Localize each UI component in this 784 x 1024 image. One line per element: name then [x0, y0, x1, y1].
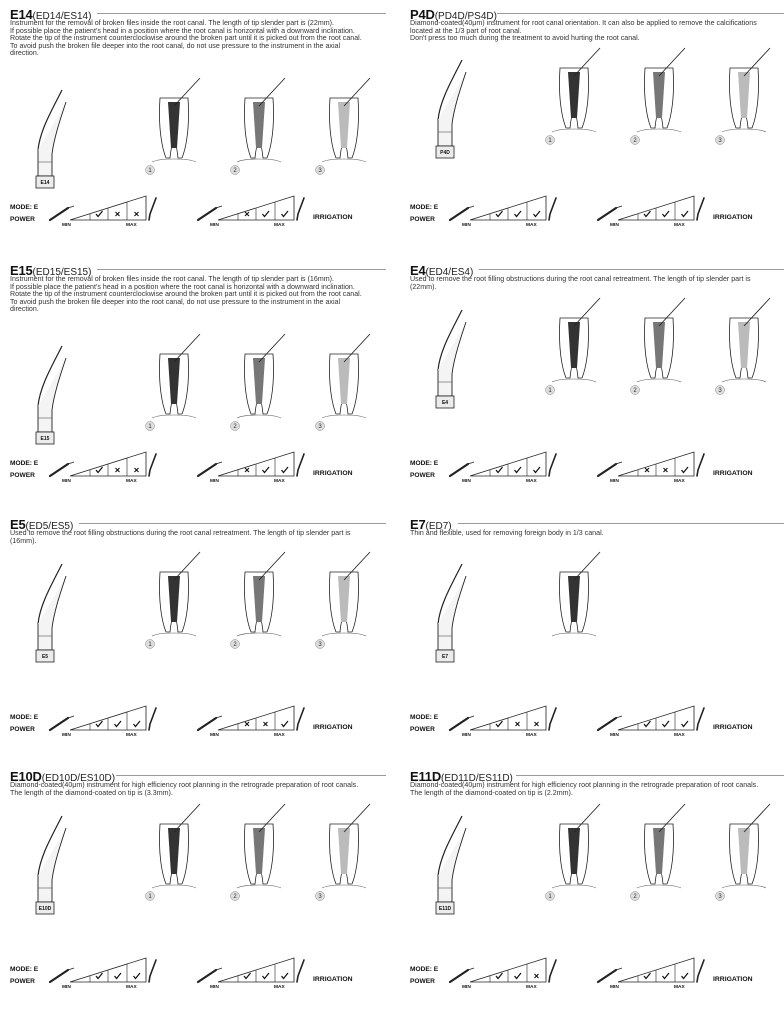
mode-power-labels: [10, 712, 38, 736]
instrument-description: [10, 530, 366, 545]
step-number: 1: [548, 388, 552, 395]
procedure-step-2: [231, 804, 286, 901]
min-label: MIN: [210, 479, 219, 484]
instrument-section-e10d: [10, 768, 386, 1020]
power-settings: [450, 704, 750, 744]
instrument-section-e15: [10, 262, 386, 514]
instrument-variants: (ED4/ES4): [425, 267, 474, 278]
handpiece-icon: [697, 960, 704, 982]
instrument-tip-illustration: [436, 816, 466, 914]
procedure-step-1: [546, 804, 601, 901]
tip-label: E5: [41, 654, 49, 660]
instrument-code: E5: [10, 517, 26, 532]
heading-divider: [97, 13, 386, 14]
power-settings: [50, 450, 350, 490]
procedure-illustrations: [146, 78, 371, 175]
instrument-tip-illustration: [36, 564, 66, 662]
instrument-description: [10, 782, 366, 797]
irrigation-label: IRRIGATION: [313, 214, 353, 221]
procedure-step-1: [146, 78, 201, 175]
procedure-step-1: [546, 298, 601, 395]
step-number: 2: [233, 168, 237, 175]
power-settings: [50, 956, 350, 996]
procedure-figure: [470, 552, 770, 652]
step-number: 3: [718, 388, 722, 395]
procedure-illustrations: [546, 48, 771, 145]
power-gauge-left: [50, 706, 156, 738]
step-number: 3: [318, 424, 322, 431]
max-label: MAX: [126, 985, 137, 990]
step-number: 1: [548, 138, 552, 145]
min-label: MIN: [62, 223, 71, 228]
power-settings: [450, 956, 750, 996]
tip-label: E11D: [438, 906, 452, 912]
mode-label: MODE: E: [10, 714, 39, 721]
irrigation-label: IRRIGATION: [313, 976, 353, 983]
max-label: MAX: [674, 479, 685, 484]
procedure-step-2: [631, 804, 686, 901]
step-number: 3: [718, 894, 722, 901]
irrigation-label: IRRIGATION: [313, 470, 353, 477]
instrument-tip-illustration: [36, 90, 66, 188]
step-number: 1: [148, 168, 152, 175]
description-line: Instrument for the removal of broken files inside the root canal. The length of tip slender part is (22mm).: [10, 19, 334, 27]
handpiece-icon: [149, 198, 156, 220]
power-settings: [450, 450, 750, 490]
procedure-step-1: [552, 552, 600, 636]
instrument-tip-figure: [32, 806, 72, 916]
mode-label: MODE: E: [410, 966, 439, 973]
max-label: MAX: [674, 733, 685, 738]
min-label: MIN: [210, 985, 219, 990]
procedure-step-3: [316, 78, 371, 175]
description-line: Diamond-coated(40μm) instrument for high efficiency root planning in the retrograde preparation of root canals. The length of the diamond-coated on tip is (2.2mm).: [410, 781, 759, 797]
instrument-section-p4d: [410, 6, 784, 258]
handpiece-icon: [297, 198, 304, 220]
procedure-step-3: [316, 334, 371, 431]
description-line: Used to remove the root filling obstructions during the root canal retreatment. The length of tip slender part is (22mm).: [410, 275, 751, 291]
step-number: 2: [233, 642, 237, 649]
instrument-tip-illustration: [436, 564, 466, 662]
power-gauge-left: [450, 452, 556, 484]
instrument-variants: (PD4D/PS4D): [434, 11, 497, 22]
procedure-step-1: [546, 48, 601, 145]
handpiece-icon: [697, 708, 704, 730]
mode-power-labels: [10, 202, 38, 226]
step-number: 3: [718, 138, 722, 145]
heading-divider: [458, 523, 784, 524]
instrument-code: E7: [410, 517, 426, 532]
tip-label: E14: [40, 180, 50, 186]
procedure-step-2: [231, 334, 286, 431]
description-line: Thin and flexible, used for removing foreign body in 1/3 canal.: [410, 529, 604, 537]
heading-divider: [497, 13, 784, 14]
min-label: MIN: [610, 223, 619, 228]
max-label: MAX: [274, 985, 285, 990]
handpiece-icon: [697, 454, 704, 476]
min-label: MIN: [210, 733, 219, 738]
power-gauge-right: [598, 706, 704, 738]
description-line: To avoid push the broken file deeper into the root canal, do not use pressure to the instrument in the axial direction.: [10, 41, 341, 58]
irrigation-label: IRRIGATION: [713, 976, 753, 983]
step-number: 2: [633, 388, 637, 395]
power-gauge-left: [50, 196, 156, 228]
procedure-step-3: [716, 298, 771, 395]
procedure-step-1: [146, 334, 201, 431]
power-gauge-right: [198, 706, 304, 738]
procedure-figure: [470, 48, 770, 148]
instrument-description: [410, 782, 766, 797]
power-label: POWER: [10, 216, 35, 223]
description-line: If possible place the patient's head in a position where the root canal is horizontal with a downward inclination. Rotate the tip of the instrument counterclockwise around the broken part until it is picked out from the root canal.: [10, 282, 362, 299]
procedure-step-1: [146, 552, 201, 649]
handpiece-icon: [549, 454, 556, 476]
instrument-code: E11D: [410, 769, 442, 784]
handpiece-icon: [149, 454, 156, 476]
mode-label: MODE: E: [410, 460, 439, 467]
procedure-illustrations: [546, 804, 771, 901]
instrument-description: [410, 20, 766, 43]
instrument-tip-figure: [432, 554, 472, 664]
instrument-variants: (ED14/ES14): [32, 11, 92, 22]
handpiece-icon: [697, 198, 704, 220]
max-label: MAX: [274, 733, 285, 738]
min-label: MIN: [62, 733, 71, 738]
procedure-illustrations: [146, 552, 371, 649]
mode-power-labels: [10, 964, 38, 988]
min-label: MIN: [210, 223, 219, 228]
mode-label: MODE: E: [10, 204, 39, 211]
instrument-tip-figure: [432, 50, 472, 160]
min-label: MIN: [610, 985, 619, 990]
procedure-step-3: [316, 552, 371, 649]
instrument-section-e11d: [410, 768, 784, 1020]
power-label: POWER: [410, 726, 435, 733]
instrument-tip-figure: [32, 554, 72, 664]
power-label: POWER: [410, 978, 435, 985]
handpiece-icon: [297, 454, 304, 476]
power-gauge-right: [598, 196, 704, 228]
description-line: Don't press too much during the treatment to avoid hurting the root canal.: [410, 34, 640, 43]
power-settings: [450, 194, 750, 234]
max-label: MAX: [126, 479, 137, 484]
instrument-tip-figure: [32, 336, 72, 446]
power-gauge-left: [450, 706, 556, 738]
power-label: POWER: [10, 978, 35, 985]
procedure-step-2: [631, 48, 686, 145]
power-gauge-left: [450, 196, 556, 228]
max-label: MAX: [526, 985, 537, 990]
irrigation-label: IRRIGATION: [713, 470, 753, 477]
procedure-figure: [470, 804, 770, 904]
min-label: MIN: [462, 479, 471, 484]
mode-label: MODE: E: [10, 460, 39, 467]
tip-label: P4D: [440, 150, 450, 156]
power-gauge-left: [50, 452, 156, 484]
procedure-figure: [70, 78, 370, 178]
mode-power-labels: [10, 458, 38, 482]
min-label: MIN: [610, 733, 619, 738]
description-line: Used to remove the root filling obstructions during the root canal retreatment. The length of tip slender part is (16mm).: [10, 529, 351, 545]
instrument-tip-illustration: [36, 816, 66, 914]
instrument-variants: (ED11D/ES11D): [441, 773, 513, 784]
instrument-tip-illustration: [436, 60, 466, 158]
min-label: MIN: [462, 985, 471, 990]
procedure-illustrations: [546, 298, 771, 395]
procedure-step-2: [231, 78, 286, 175]
power-gauge-right: [198, 958, 304, 990]
tip-label: E4: [441, 400, 449, 406]
power-settings: [50, 704, 350, 744]
description-line: To avoid push the broken file deeper into the root canal, do not use pressure to the instrument in the axial direction.: [10, 297, 341, 314]
instrument-variants: (ED15/ES15): [32, 267, 92, 278]
max-label: MAX: [674, 223, 685, 228]
procedure-illustrations: [552, 552, 600, 636]
procedure-figure: [70, 804, 370, 904]
handpiece-icon: [297, 708, 304, 730]
mode-power-labels: [410, 964, 438, 988]
procedure-figure: [70, 552, 370, 652]
max-label: MAX: [274, 223, 285, 228]
power-gauge-left: [50, 958, 156, 990]
procedure-step-3: [716, 804, 771, 901]
tip-label: E10D: [38, 906, 52, 912]
power-gauge-right: [598, 452, 704, 484]
instrument-section-e4: [410, 262, 784, 514]
max-label: MAX: [274, 479, 285, 484]
power-label: POWER: [410, 216, 435, 223]
mode-label: MODE: E: [410, 204, 439, 211]
heading-divider: [516, 775, 784, 776]
description-line: Diamond-coated(40μm) instrument for root canal orientation. It can also be applied to remove the calcifications located at the 1/3 part of root canal.: [410, 19, 757, 35]
power-gauge-right: [198, 196, 304, 228]
mode-power-labels: [410, 712, 438, 736]
instrument-code: E4: [410, 263, 426, 278]
mode-label: MODE: E: [10, 966, 39, 973]
max-label: MAX: [126, 223, 137, 228]
description-line: Instrument for the removal of broken files inside the root canal. The length of tip slender part is (16mm).: [10, 275, 334, 283]
irrigation-label: IRRIGATION: [713, 214, 753, 221]
mode-label: MODE: E: [410, 714, 439, 721]
instrument-code: E14: [10, 7, 33, 22]
power-label: POWER: [10, 472, 35, 479]
step-number: 2: [633, 894, 637, 901]
min-label: MIN: [462, 223, 471, 228]
procedure-illustrations: [146, 804, 371, 901]
heading-divider: [116, 775, 386, 776]
instrument-description: [410, 530, 766, 538]
instrument-tip-figure: [432, 300, 472, 410]
step-number: 2: [233, 894, 237, 901]
heading-divider: [479, 269, 784, 270]
max-label: MAX: [674, 985, 685, 990]
instrument-description: [10, 20, 366, 58]
instrument-section-e5: [10, 516, 386, 768]
handpiece-icon: [297, 960, 304, 982]
min-label: MIN: [462, 733, 471, 738]
min-label: MIN: [610, 479, 619, 484]
power-gauge-left: [450, 958, 556, 990]
description-line: Diamond-coated(40μm) instrument for high efficiency root planning in the retrograde preparation of root canals. The length of the diamond-coated on tip is (3.3mm).: [10, 781, 359, 797]
step-number: 1: [548, 894, 552, 901]
procedure-step-2: [631, 298, 686, 395]
mode-power-labels: [410, 458, 438, 482]
heading-divider: [79, 523, 386, 524]
instrument-tip-figure: [32, 80, 72, 190]
handpiece-icon: [549, 960, 556, 982]
instrument-code: E15: [10, 263, 33, 278]
procedure-step-2: [231, 552, 286, 649]
step-number: 1: [148, 642, 152, 649]
procedure-step-3: [316, 804, 371, 901]
instrument-tip-illustration: [36, 346, 66, 444]
step-number: 2: [233, 424, 237, 431]
tip-label: E15: [40, 436, 50, 442]
procedure-illustrations: [146, 334, 371, 431]
instrument-variants: (ED10D/ES10D): [41, 773, 116, 784]
power-gauge-right: [598, 958, 704, 990]
description-line: If possible place the patient's head in a position where the root canal is horizontal with a downward inclination. Rotate the tip of the instrument counterclockwise around the broken part until it is picked out from the root canal.: [10, 26, 362, 43]
step-number: 1: [148, 424, 152, 431]
max-label: MAX: [126, 733, 137, 738]
power-label: POWER: [410, 472, 435, 479]
step-number: 3: [318, 894, 322, 901]
step-number: 3: [318, 168, 322, 175]
max-label: MAX: [526, 733, 537, 738]
min-label: MIN: [62, 985, 71, 990]
instrument-tip-illustration: [436, 310, 466, 408]
tip-label: E7: [441, 654, 449, 660]
instrument-variants: (ED7): [425, 521, 452, 532]
power-gauge-right: [198, 452, 304, 484]
step-number: 2: [633, 138, 637, 145]
procedure-step-1: [146, 804, 201, 901]
instrument-section-e7: [410, 516, 784, 768]
heading-divider: [97, 269, 386, 270]
step-number: 3: [318, 642, 322, 649]
procedure-step-3: [716, 48, 771, 145]
power-settings: [50, 194, 350, 234]
handpiece-icon: [149, 960, 156, 982]
irrigation-label: IRRIGATION: [713, 724, 753, 731]
handpiece-icon: [149, 708, 156, 730]
max-label: MAX: [526, 479, 537, 484]
instrument-variants: (ED5/ES5): [25, 521, 74, 532]
irrigation-label: IRRIGATION: [313, 724, 353, 731]
instrument-section-e14: [10, 6, 386, 258]
procedure-figure: [70, 334, 370, 434]
instrument-description: [10, 276, 366, 314]
procedure-figure: [470, 298, 770, 398]
step-number: 1: [148, 894, 152, 901]
handpiece-icon: [549, 198, 556, 220]
max-label: MAX: [526, 223, 537, 228]
handpiece-icon: [549, 708, 556, 730]
instrument-code: E10D: [10, 769, 42, 784]
mode-power-labels: [410, 202, 438, 226]
min-label: MIN: [62, 479, 71, 484]
instrument-tip-figure: [432, 806, 472, 916]
instrument-code: P4D: [410, 7, 435, 22]
power-label: POWER: [10, 726, 35, 733]
instrument-description: [410, 276, 766, 291]
